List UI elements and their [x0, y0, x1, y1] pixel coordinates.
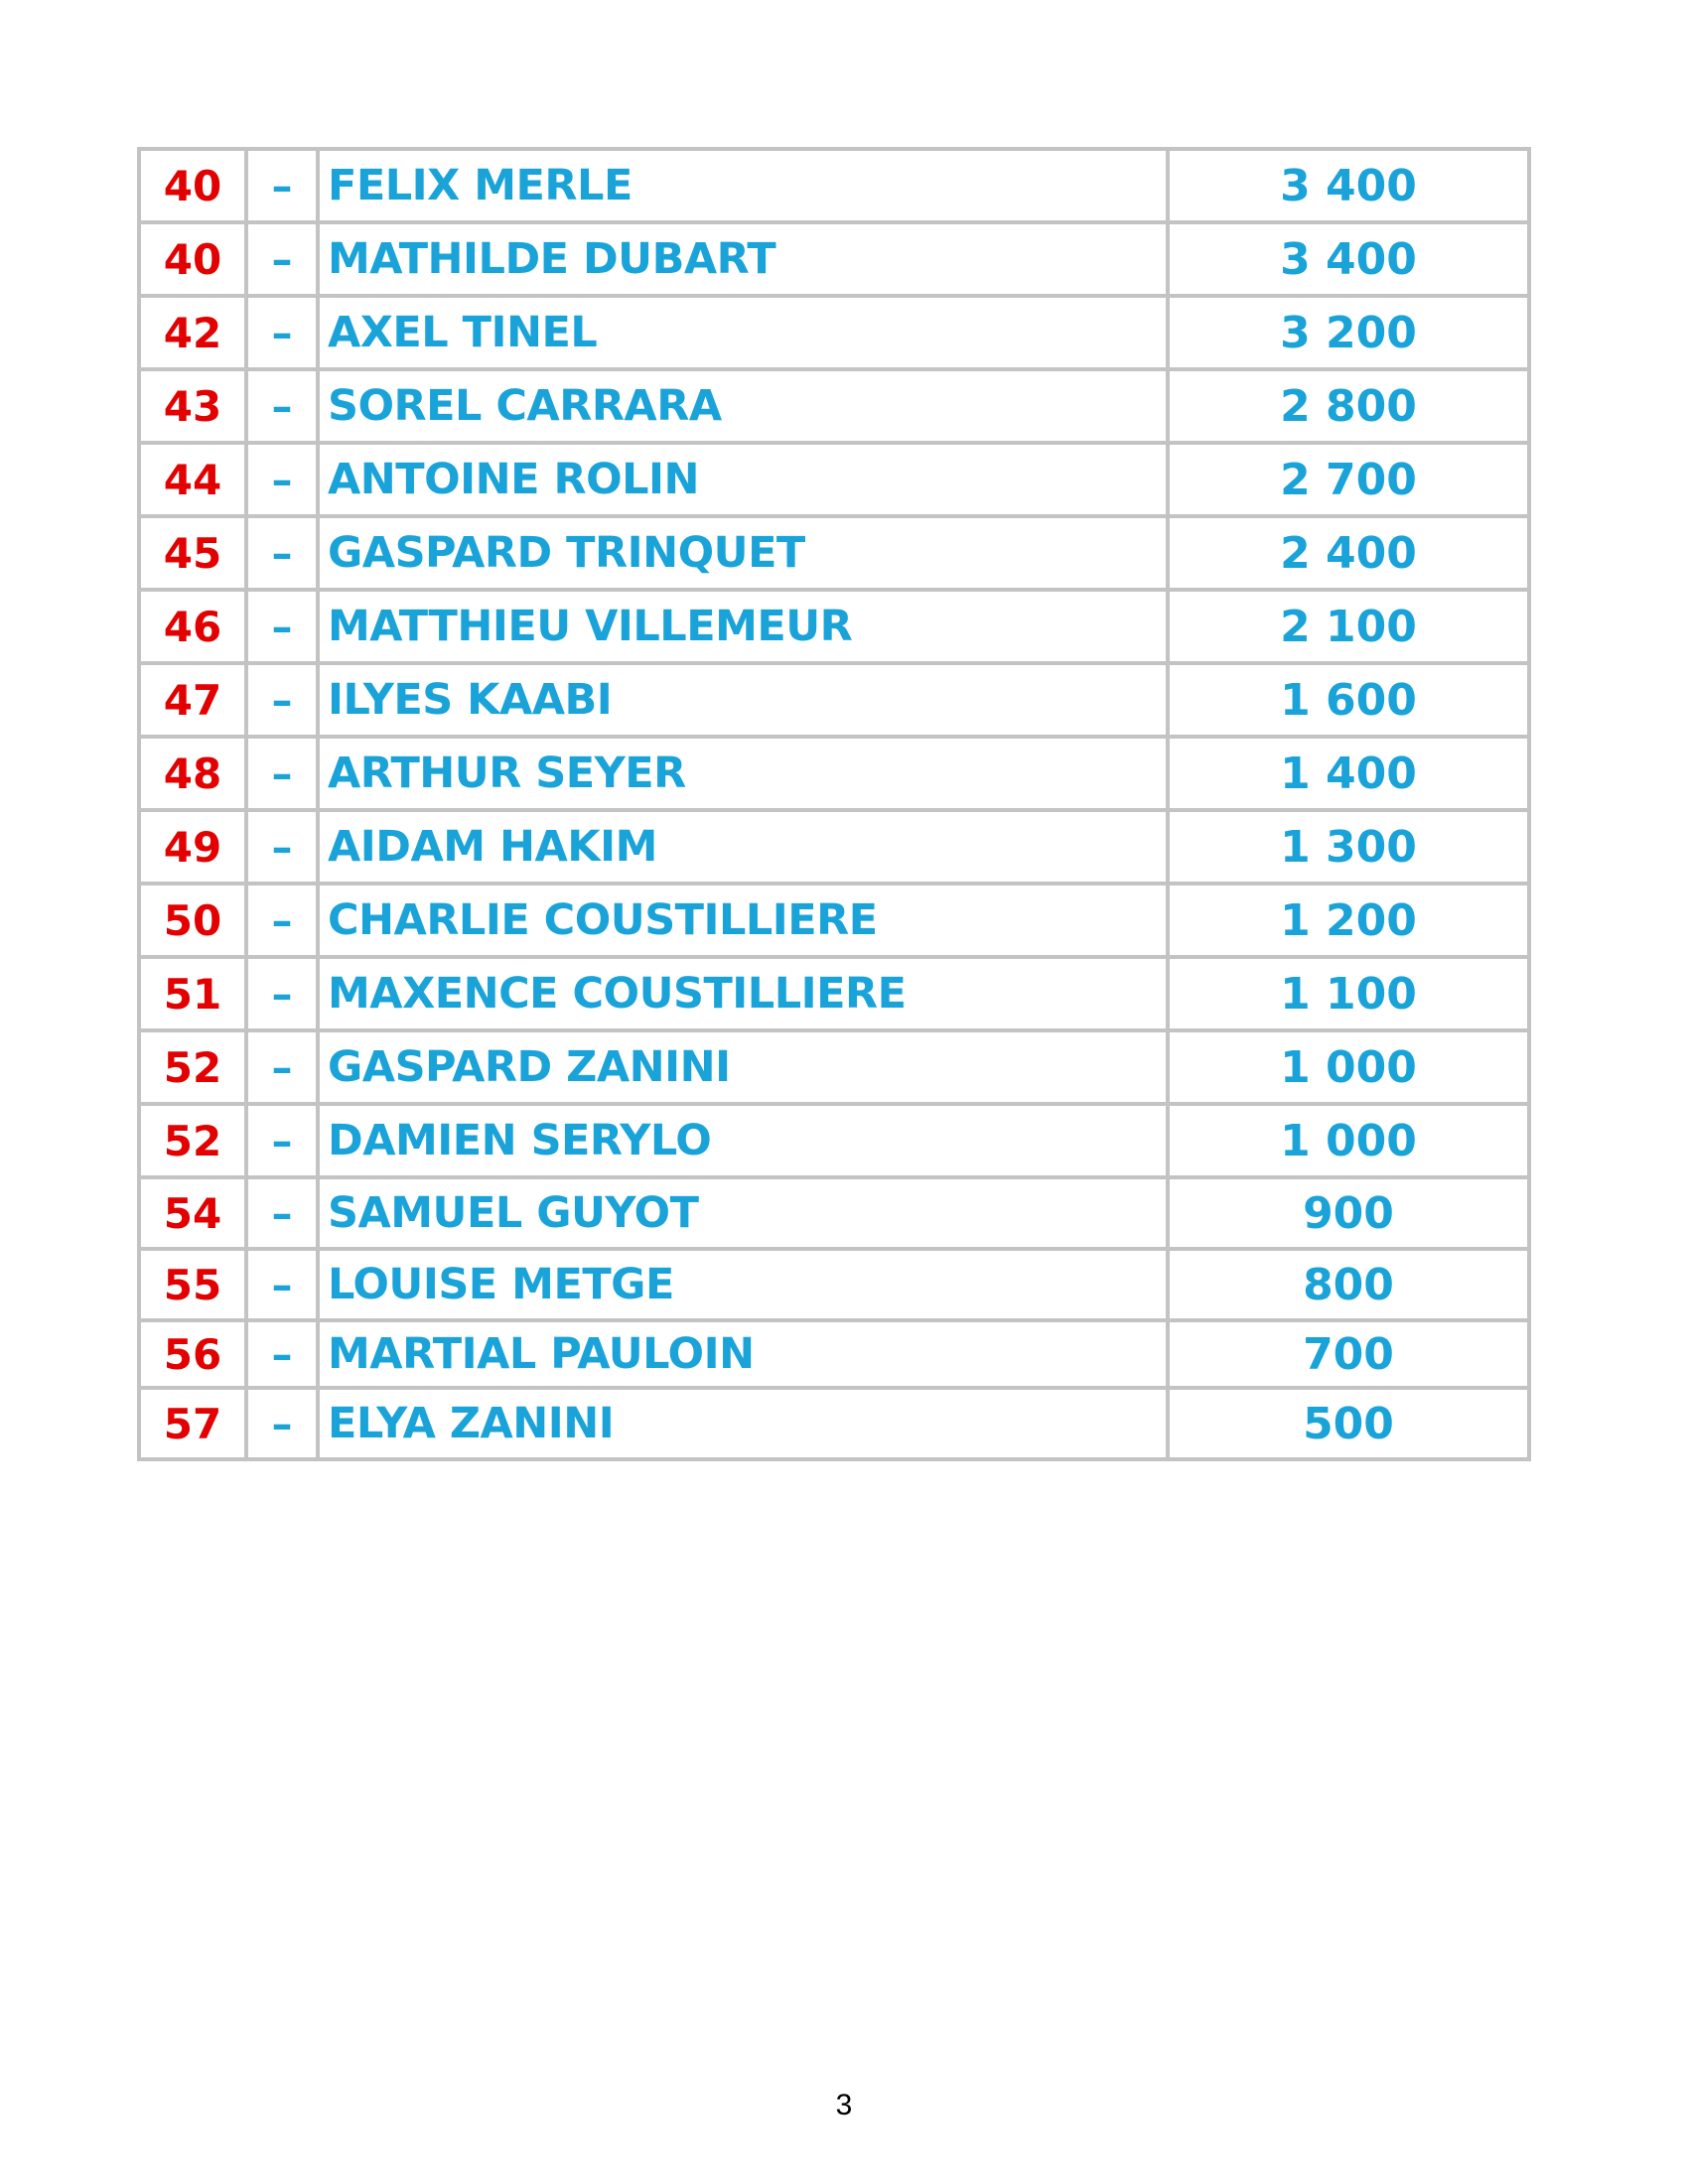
- table-row: [139, 369, 1529, 443]
- rank-cell: 46: [139, 590, 246, 663]
- table-row: [139, 663, 1529, 737]
- points-cell: 3 400: [1168, 222, 1529, 296]
- table-row: [139, 516, 1529, 590]
- separator-cell: –: [246, 443, 318, 516]
- rank-cell: 45: [139, 516, 246, 590]
- name-cell: SOREL CARRARA: [318, 369, 1168, 443]
- separator-cell: –: [246, 957, 318, 1030]
- table-row: [139, 222, 1529, 296]
- name-cell: MATTHIEU VILLEMEUR: [318, 590, 1168, 663]
- rank-cell: 52: [139, 1030, 246, 1104]
- table-row: [139, 590, 1529, 663]
- separator-cell: –: [246, 1177, 318, 1249]
- table-row: [139, 810, 1529, 884]
- separator-cell: –: [246, 1104, 318, 1177]
- name-cell: MAXENCE COUSTILLIERE: [318, 957, 1168, 1030]
- rank-cell: 52: [139, 1104, 246, 1177]
- separator-cell: –: [246, 1030, 318, 1104]
- rank-cell: 43: [139, 369, 246, 443]
- table-row: [139, 1320, 1529, 1388]
- points-cell: 800: [1168, 1249, 1529, 1320]
- rank-cell: 48: [139, 737, 246, 810]
- name-cell: MATHILDE DUBART: [318, 222, 1168, 296]
- name-cell: MARTIAL PAULOIN: [318, 1320, 1168, 1388]
- table-row: [139, 737, 1529, 810]
- separator-cell: –: [246, 149, 318, 222]
- rank-cell: 44: [139, 443, 246, 516]
- table-row: [139, 1249, 1529, 1320]
- name-cell: AXEL TINEL: [318, 296, 1168, 369]
- name-cell: GASPARD TRINQUET: [318, 516, 1168, 590]
- separator-cell: –: [246, 663, 318, 737]
- table-row: [139, 1030, 1529, 1104]
- points-cell: 2 700: [1168, 443, 1529, 516]
- rank-cell: 55: [139, 1249, 246, 1320]
- name-cell: GASPARD ZANINI: [318, 1030, 1168, 1104]
- points-cell: 1 000: [1168, 1030, 1529, 1104]
- name-cell: LOUISE METGE: [318, 1249, 1168, 1320]
- table-row: [139, 1177, 1529, 1249]
- separator-cell: –: [246, 810, 318, 884]
- name-cell: ILYES KAABI: [318, 663, 1168, 737]
- separator-cell: –: [246, 222, 318, 296]
- rank-cell: 40: [139, 149, 246, 222]
- points-cell: 3 400: [1168, 149, 1529, 222]
- points-cell: 2 400: [1168, 516, 1529, 590]
- rank-cell: 40: [139, 222, 246, 296]
- rank-cell: 50: [139, 884, 246, 957]
- table-row: [139, 884, 1529, 957]
- name-cell: SAMUEL GUYOT: [318, 1177, 1168, 1249]
- points-cell: 700: [1168, 1320, 1529, 1388]
- points-cell: 1 300: [1168, 810, 1529, 884]
- rank-cell: 47: [139, 663, 246, 737]
- page-number: 3: [835, 2089, 853, 2121]
- name-cell: FELIX MERLE: [318, 149, 1168, 222]
- name-cell: ELYA ZANINI: [318, 1388, 1168, 1459]
- separator-cell: –: [246, 516, 318, 590]
- points-cell: 1 100: [1168, 957, 1529, 1030]
- points-cell: 2 100: [1168, 590, 1529, 663]
- points-cell: 1 200: [1168, 884, 1529, 957]
- separator-cell: –: [246, 737, 318, 810]
- separator-cell: –: [246, 1388, 318, 1459]
- name-cell: CHARLIE COUSTILLIERE: [318, 884, 1168, 957]
- table-row: [139, 443, 1529, 516]
- separator-cell: –: [246, 884, 318, 957]
- table-row: [139, 957, 1529, 1030]
- separator-cell: –: [246, 1320, 318, 1388]
- name-cell: ANTOINE ROLIN: [318, 443, 1168, 516]
- ranking-table: [137, 147, 1531, 1461]
- points-cell: 500: [1168, 1388, 1529, 1459]
- name-cell: DAMIEN SERYLO: [318, 1104, 1168, 1177]
- points-cell: 3 200: [1168, 296, 1529, 369]
- rank-cell: 57: [139, 1388, 246, 1459]
- table-row: [139, 296, 1529, 369]
- points-cell: 1 000: [1168, 1104, 1529, 1177]
- table-row: [139, 149, 1529, 222]
- separator-cell: –: [246, 296, 318, 369]
- points-cell: 900: [1168, 1177, 1529, 1249]
- rank-cell: 54: [139, 1177, 246, 1249]
- separator-cell: –: [246, 369, 318, 443]
- rank-cell: 56: [139, 1320, 246, 1388]
- separator-cell: –: [246, 590, 318, 663]
- table-row: [139, 1388, 1529, 1459]
- separator-cell: –: [246, 1249, 318, 1320]
- points-cell: 1 400: [1168, 737, 1529, 810]
- rank-cell: 51: [139, 957, 246, 1030]
- name-cell: ARTHUR SEYER: [318, 737, 1168, 810]
- points-cell: 1 600: [1168, 663, 1529, 737]
- name-cell: AIDAM HAKIM: [318, 810, 1168, 884]
- points-cell: 2 800: [1168, 369, 1529, 443]
- table-row: [139, 1104, 1529, 1177]
- rank-cell: 42: [139, 296, 246, 369]
- rank-cell: 49: [139, 810, 246, 884]
